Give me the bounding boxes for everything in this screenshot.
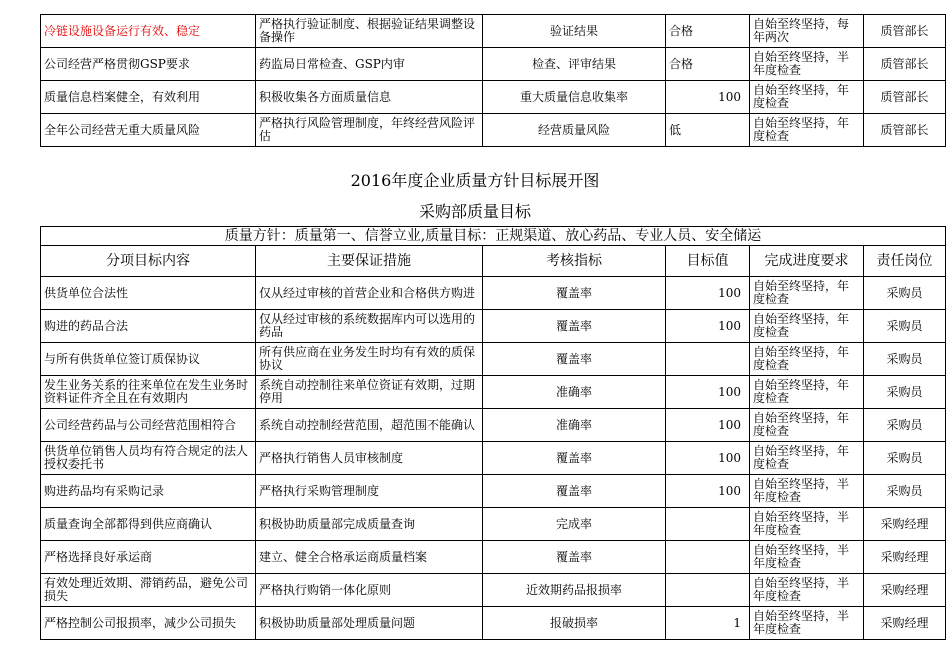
cell-owner: 采购员 [864,277,946,310]
cell-progress: 自始至终坚持，年度检查 [750,343,864,376]
cell-measures: 积极协助质量部完成质量查询 [256,508,483,541]
cell-measures: 严格执行验证制度、根据验证结果调整设备操作 [256,15,483,48]
table-row [41,277,946,310]
cell-goal: 有效处理近效期、滞销药品，避免公司损失 [41,574,256,607]
cell-measures: 系统自动控制经营范围，超范围不能确认 [256,409,483,442]
table-row [41,376,946,409]
cell-indicator: 完成率 [483,508,666,541]
top-table-body [41,15,946,147]
cell-measures: 严格执行销售人员审核制度 [256,442,483,475]
purchasing-quality-goals-table [40,226,946,640]
cell-target: 低 [666,114,750,147]
cell-owner: 采购经理 [864,508,946,541]
cell-indicator: 覆盖率 [483,277,666,310]
table-row [41,607,946,640]
cell-progress: 自始至终坚持，半年度检查 [750,574,864,607]
cell-progress: 自始至终坚持，半年度检查 [750,508,864,541]
cell-progress: 自始至终坚持，年度检查 [750,442,864,475]
document-title: 2016年度企业质量方针目标展开图 [350,171,600,190]
cell-indicator: 覆盖率 [483,343,666,376]
cell-target [666,574,750,607]
cell-indicator: 覆盖率 [483,541,666,574]
table-row [41,114,946,147]
cell-indicator: 检查、评审结果 [483,48,666,81]
header-owner: 责任岗位 [864,246,946,277]
cell-measures: 建立、健全合格承运商质量档案 [256,541,483,574]
cell-owner: 质管部长 [864,48,946,81]
table-row [41,409,946,442]
department-title: 采购部质量目标 [418,202,531,221]
header-measures: 主要保证措施 [256,246,483,277]
cell-target: 100 [666,475,750,508]
cell-indicator: 覆盖率 [483,442,666,475]
cell-progress: 自始至终坚持，每年两次 [750,15,864,48]
table-row [41,508,946,541]
cell-goal: 购进药品均有采购记录 [41,475,256,508]
cell-target: 100 [666,376,750,409]
table-row [41,574,946,607]
table-row [41,541,946,574]
cell-goal: 发生业务关系的往来单位在发生业务时资料证件齐全且在有效期内 [41,376,256,409]
cell-progress: 自始至终坚持，半年度检查 [750,48,864,81]
cell-progress: 自始至终坚持，年度检查 [750,409,864,442]
cell-progress: 自始至终坚持，年度检查 [750,114,864,147]
cell-progress: 自始至终坚持，年度检查 [750,376,864,409]
cell-target: 100 [666,277,750,310]
cell-target: 1 [666,607,750,640]
cell-progress: 自始至终坚持，年度检查 [750,310,864,343]
cell-goal: 严格控制公司报损率，减少公司损失 [41,607,256,640]
cell-indicator: 重大质量信息收集率 [483,81,666,114]
cell-goal: 购进的药品合法 [41,310,256,343]
cell-owner: 采购经理 [864,607,946,640]
header-progress: 完成进度要求 [750,246,864,277]
table-row [41,81,946,114]
cell-target: 100 [666,310,750,343]
cell-indicator: 准确率 [483,409,666,442]
quality-policy: 质量方针：质量第一、信誉立业,质量目标：正规渠道、放心药品、专业人员、安全储运 [41,227,946,246]
cell-target: 100 [666,81,750,114]
cell-goal: 与所有供货单位签订质保协议 [41,343,256,376]
cell-owner: 质管部长 [864,114,946,147]
cell-owner: 采购员 [864,343,946,376]
cell-target: 合格 [666,48,750,81]
cell-goal: 严格选择良好承运商 [41,541,256,574]
cell-measures: 严格执行风险管理制度，年终经营风险评估 [256,114,483,147]
cell-measures: 严格执行购销一体化原则 [256,574,483,607]
header-indicator: 考核指标 [483,246,666,277]
cell-goal: 公司经营药品与公司经营范围相符合 [41,409,256,442]
cell-progress: 自始至终坚持，半年度检查 [750,607,864,640]
cell-measures: 仅从经过审核的系统数据库内可以选用的药品 [256,310,483,343]
cell-progress: 自始至终坚持，半年度检查 [750,475,864,508]
cell-indicator: 覆盖率 [483,310,666,343]
cell-owner: 质管部长 [864,81,946,114]
cell-goal: 质量信息档案健全，有效利用 [41,81,256,114]
cell-indicator: 准确率 [483,376,666,409]
cell-owner: 质管部长 [864,15,946,48]
cell-indicator: 覆盖率 [483,475,666,508]
cell-goal: 冷链设施设备运行有效、稳定 [41,15,256,48]
header-goal: 分项目标内容 [41,246,256,277]
policy-row [41,227,946,246]
header-target: 目标值 [666,246,750,277]
cell-progress: 自始至终坚持，年度检查 [750,277,864,310]
cell-measures: 严格执行采购管理制度 [256,475,483,508]
table-row [41,475,946,508]
cell-target [666,508,750,541]
previous-section-table [40,14,946,147]
cell-owner: 采购员 [864,310,946,343]
cell-goal: 供货单位销售人员均有符合规定的法人授权委托书 [41,442,256,475]
cell-progress: 自始至终坚持，年度检查 [750,81,864,114]
cell-measures: 积极收集各方面质量信息 [256,81,483,114]
cell-target [666,541,750,574]
cell-target: 100 [666,442,750,475]
cell-target: 100 [666,409,750,442]
cell-indicator: 报破损率 [483,607,666,640]
cell-owner: 采购员 [864,409,946,442]
cell-measures: 药监局日常检查、GSP内审 [256,48,483,81]
cell-goal: 公司经营严格贯彻GSP要求 [41,48,256,81]
cell-measures: 仅从经过审核的首营企业和合格供方购进 [256,277,483,310]
cell-goal: 质量查询全部都得到供应商确认 [41,508,256,541]
cell-owner: 采购员 [864,376,946,409]
cell-owner: 采购经理 [864,574,946,607]
header-row [41,246,946,277]
main-table-body [41,227,946,640]
cell-goal: 全年公司经营无重大质量风险 [41,114,256,147]
cell-owner: 采购员 [864,442,946,475]
table-row [41,442,946,475]
table-row [41,343,946,376]
cell-owner: 采购员 [864,475,946,508]
cell-goal: 供货单位合法性 [41,277,256,310]
cell-measures: 积极协助质量部处理质量问题 [256,607,483,640]
cell-target: 合格 [666,15,750,48]
cell-target [666,343,750,376]
table-row [41,48,946,81]
table-row [41,15,946,48]
cell-owner: 采购经理 [864,541,946,574]
cell-indicator: 近效期药品报损率 [483,574,666,607]
cell-progress: 自始至终坚持，半年度检查 [750,541,864,574]
cell-measures: 系统自动控制往来单位资证有效期，过期停用 [256,376,483,409]
cell-measures: 所有供应商在业务发生时均有有效的质保协议 [256,343,483,376]
cell-indicator: 验证结果 [483,15,666,48]
table-row [41,310,946,343]
cell-indicator: 经营质量风险 [483,114,666,147]
